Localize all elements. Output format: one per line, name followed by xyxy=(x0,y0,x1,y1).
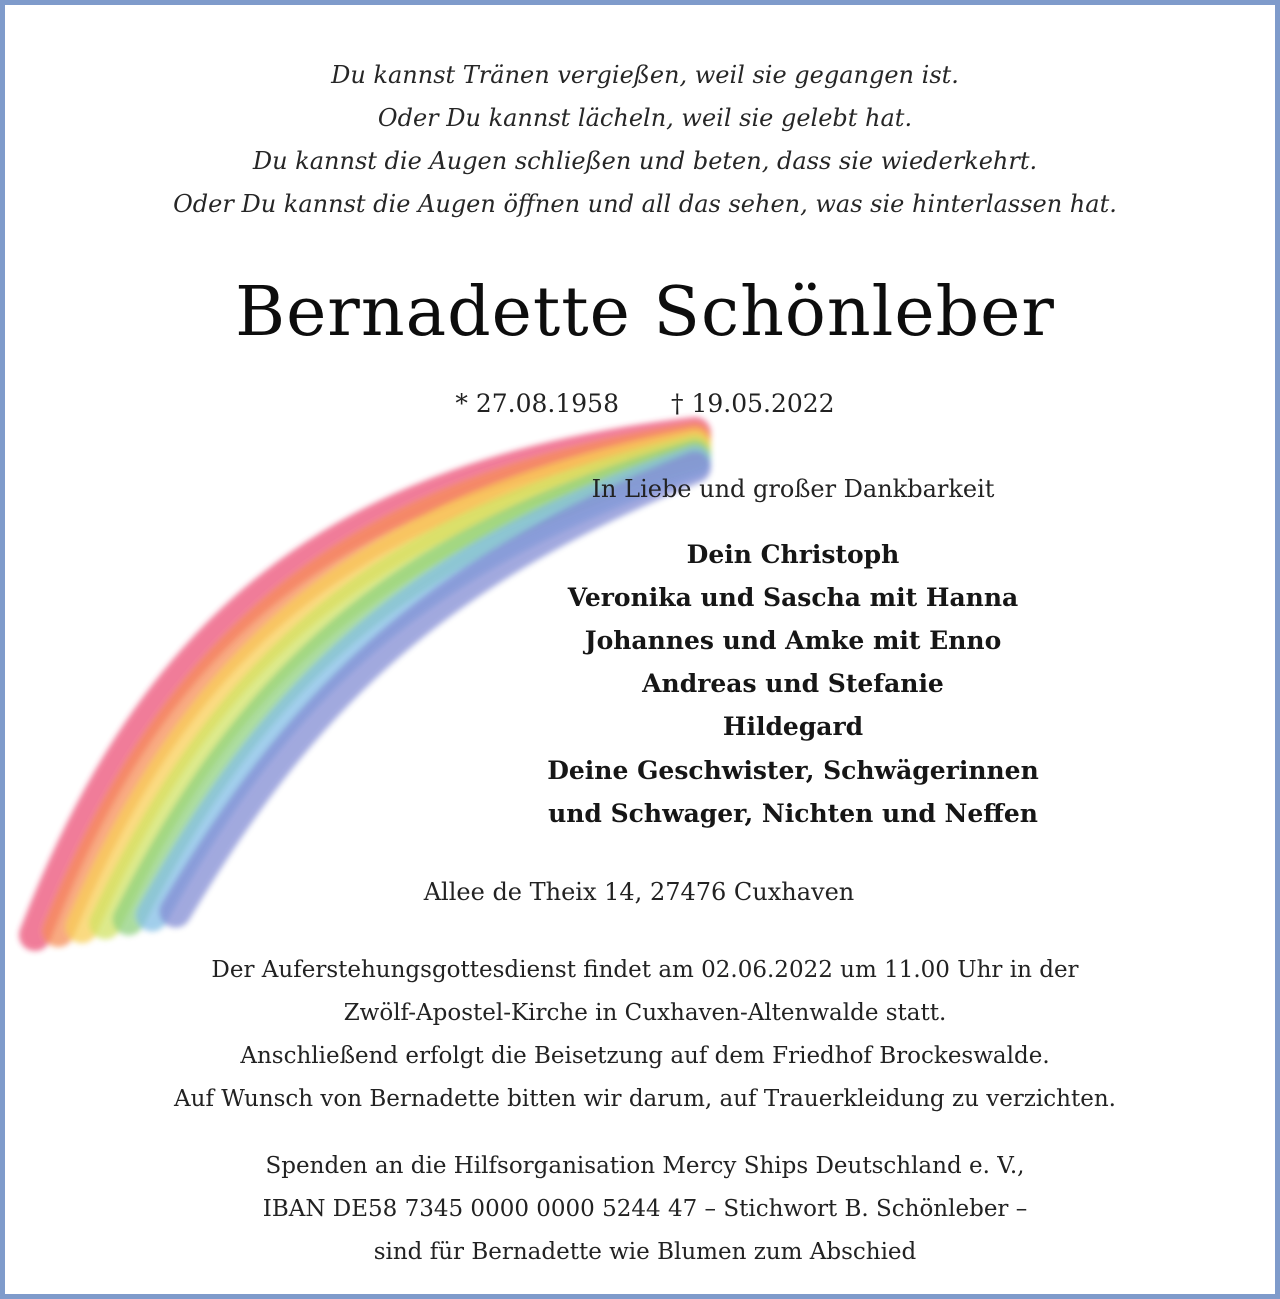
poem-line-3: Du kannst die Augen schließen und beten, dass sie wiederkehrt. xyxy=(252,147,1038,175)
poem-line-1: Du kannst Tränen vergießen, weil sie gegangen ist. xyxy=(331,61,959,89)
service-line-3: Anschließend erfolgt die Beisetzung auf dem Friedhof Brockeswalde. xyxy=(240,1043,1050,1069)
family-line-6: Deine Geschwister, Schwägerinnen xyxy=(547,756,1039,785)
service-line-4: Auf Wunsch von Bernadette bitten wir darum, auf Trauerkleidung zu verzichten. xyxy=(174,1086,1116,1112)
donation-line-1: Spenden an die Hilfsorganisation Mercy Ships Deutschland e. V., xyxy=(265,1153,1025,1179)
family-line-7: und Schwager, Nichten und Neffen xyxy=(548,799,1038,828)
poem-line-4: Oder Du kannst die Augen öffnen und all das sehen, was sie hinterlassen hat. xyxy=(173,190,1117,218)
service-line-2: Zwölf-Apostel-Kirche in Cuxhaven-Altenwalde statt. xyxy=(343,1000,947,1026)
life-dates xyxy=(5,389,1280,418)
family-line-2: Veronika und Sascha mit Hanna xyxy=(567,583,1019,612)
family-line-5: Hildegard xyxy=(722,712,864,741)
family-line-4: Andreas und Stefanie xyxy=(642,669,944,698)
donation-line-3: sind für Bernadette wie Blumen zum Abschied xyxy=(373,1239,917,1265)
deceased-name: Bernadette Schönleber xyxy=(235,273,1055,352)
address: Allee de Theix 14, 27476 Cuxhaven xyxy=(423,878,855,906)
service-line-1: Der Auferstehungsgottesdienst findet am 02.06.2022 um 11.00 Uhr in der xyxy=(211,957,1079,983)
donation-line-2: IBAN DE58 7345 0000 0000 5244 47 – Stichwort B. Schönleber – xyxy=(262,1196,1028,1222)
family-line-1: Dein Christoph xyxy=(686,540,900,569)
family-line-3: Johannes und Amke mit Enno xyxy=(584,626,1002,655)
birth-date: * 27.08.1958 xyxy=(455,389,619,418)
poem-line-2: Oder Du kannst lächeln, weil sie gelebt hat. xyxy=(377,104,913,132)
thanks-line: In Liebe und großer Dankbarkeit xyxy=(591,475,995,503)
death-date: † 19.05.2022 xyxy=(671,389,835,418)
